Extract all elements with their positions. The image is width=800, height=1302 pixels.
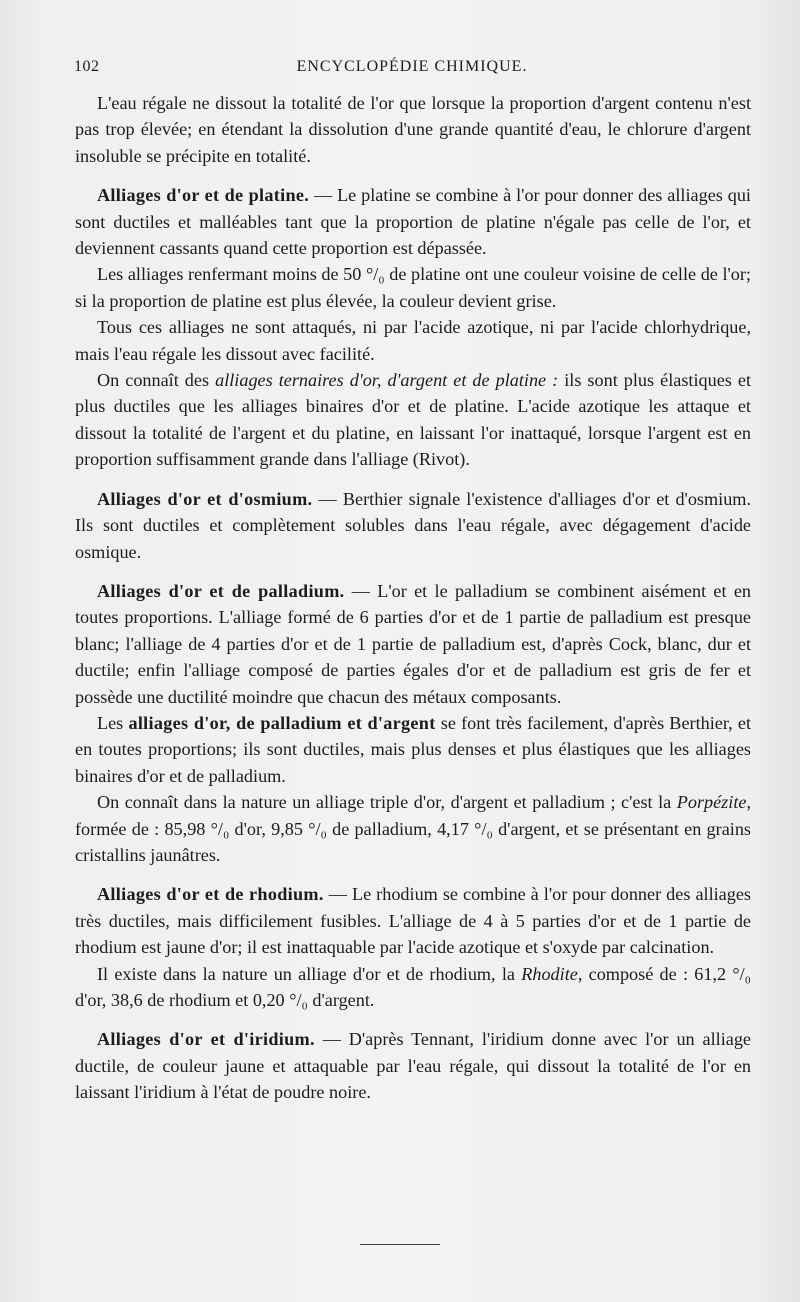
- italic-term: Porpézite: [676, 792, 747, 813]
- document-body: [75, 90, 751, 1106]
- section-text-iridium: — D'après Tennant, l'iridium donne avec l'or un alliage ductile, de couleur jaune et attaquable par l'eau régale, qui dissout la totalité de l'or en laissant l'iridium à l'état de poudre noire.: [75, 1029, 751, 1103]
- section-palladium: [75, 578, 751, 710]
- text-run: , formée de : 85,98 °/₀ d'or, 9,85 °/₀ de palladium, 4,17 °/₀ d'argent, et se présentant en grains cristallins jaunâtres.: [75, 792, 751, 865]
- section-text-palladium: — L'or et le palladium se combinent aisément et en toutes proportions. L'alliage formé de 6 parties d'or et de 1 partie de palladium est presque blanc; l'alliage de 4 parties d'or et de 1 partie de palladium est, d'après Cock, blanc, dur et ductile; enfin l'alliage composé de parties égales d'or et de palladium est gris de fer et possède une ductilité moindre que chacun des métaux composants.: [75, 580, 751, 707]
- section-osmium: [75, 486, 751, 565]
- paragraph-platine-acids: Tous ces alliages ne sont attaqués, ni par l'acide azotique, ni par l'acide chlorhydrique, mais l'eau régale les dissout avec facilité.: [75, 317, 751, 364]
- text-run: se font très facilement, d'après Berthier, et en toutes proportions; ils sont ductiles, mais plus denses et plus élastiques que les alliages binaires d'or et de palladium.: [75, 712, 752, 786]
- section-heading-iridium: Alliages d'or et d'iridium.: [97, 1029, 315, 1050]
- text-run: Les: [97, 712, 129, 733]
- paragraph-platine-ternary: [75, 367, 751, 473]
- section-heading-platine: Alliages d'or et de platine.: [97, 185, 310, 206]
- bold-term: alliages d'or, de palladium et d'argent: [128, 712, 436, 733]
- section-iridium: [75, 1026, 751, 1105]
- page-header: [74, 58, 750, 82]
- italic-term: alliages ternaires d'or, d'argent et de platine :: [215, 370, 559, 391]
- section-heading-rhodium: Alliages d'or et de rhodium.: [97, 884, 324, 905]
- paragraph-porpezite: [75, 789, 751, 868]
- paragraph-rhodite: [75, 961, 751, 1014]
- text-run: On connaît dans la nature un alliage triple d'or, d'argent et palladium ; c'est la: [97, 792, 677, 813]
- section-platine: [75, 182, 751, 261]
- paragraph-intro: L'eau régale ne dissout la totalité de l'or que lorsque la proportion d'argent contenu n'est pas trop élevée; en étendant la dissolution d'une grande quantité d'eau, le chlorure d'argent insoluble se précipite en totalité.: [75, 93, 751, 166]
- running-title: ENCYCLOPÉDIE CHIMIQUE.: [296, 58, 528, 75]
- section-text-rhodium: — Le rhodium se combine à l'or pour donner des alliages très ductiles, mais difficilement fusibles. L'alliage de 4 à 5 parties d'or et de 1 partie de rhodium est jaune d'or; il est inattaquable par l'acide azotique et s'oxyde par calcination.: [75, 884, 751, 958]
- text-run: , composé de : 61,2 °/₀ d'or, 38,6 de rhodium et 0,20 °/₀ d'argent.: [75, 963, 751, 1010]
- paragraph-palladium-argent: [75, 710, 751, 789]
- text-run: On connaît des: [97, 370, 216, 391]
- section-rhodium: [75, 881, 751, 960]
- section-text-osmium: — Berthier signale l'existence d'alliages d'or et d'osmium. Ils sont ductiles et complètement solubles dans l'eau régale, avec dégagement d'acide osmique.: [75, 488, 751, 562]
- end-rule: [360, 1244, 440, 1245]
- text-run: ils sont plus élastiques et plus ductiles que les alliages binaires d'or et de platine. L'acide azotique les attaque et dissout la totalité de l'argent et du platine, en laissant l'or inattaqué, lorsque l'argent est en proportion suffisamment grande dans l'alliage (Rivot).: [75, 370, 751, 470]
- page-number: 102: [74, 58, 100, 75]
- section-heading-osmium: Alliages d'or et d'osmium.: [97, 488, 313, 509]
- section-heading-palladium: Alliages d'or et de palladium.: [97, 580, 345, 601]
- section-text-platine: — Le platine se combine à l'or pour donner des alliages qui sont ductiles et malléables tant que la proportion de platine n'égale pas celle de l'or, et deviennent cassants quand cette proportion est dépassée.: [75, 185, 751, 259]
- italic-term: Rhodite: [521, 963, 578, 984]
- text-run: Il existe dans la nature un alliage d'or et de rhodium, la: [97, 963, 522, 984]
- paragraph-platine-color: Les alliages renfermant moins de 50 °/₀ de platine ont une couleur voisine de celle de l'or; si la proportion de platine est plus élevée, la couleur devient grise.: [75, 264, 751, 311]
